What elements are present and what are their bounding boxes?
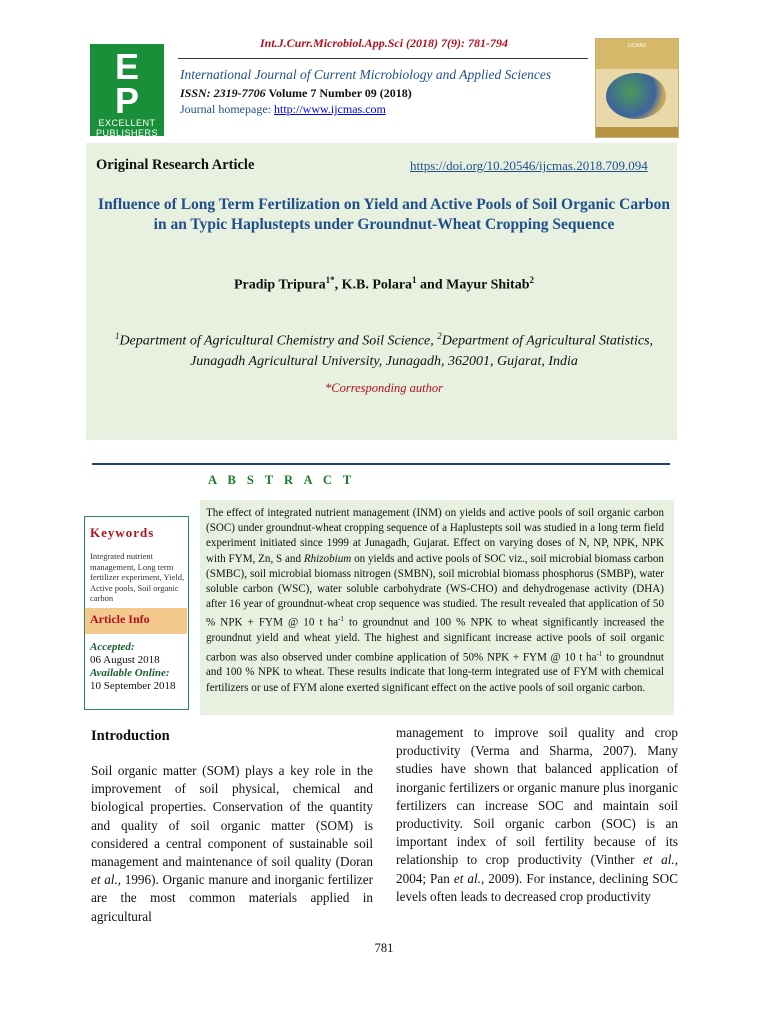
issn: ISSN: 2319-7706	[180, 86, 266, 100]
abstract-heading: A B S T R A C T	[208, 473, 356, 487]
header-divider	[178, 58, 588, 59]
introduction-heading: Introduction	[91, 728, 170, 744]
homepage-label: Journal homepage:	[180, 102, 274, 116]
journal-homepage	[180, 102, 386, 117]
abstract-text: The effect of integrated nutrient management (INM) on yields and active pools of soil organic carbon (SOC) under groundnut-wheat cropping sequence of a Haplustepts soil was studied in a long term field experiment initiated since 1999 at Junagadh, Gujarat. Effect on varying doses of N, NP, NPK, NPK with FYM, Zn, S and Rhizobium on yields and active pools of SOC viz., soil microbial biomass carbon (SMBC), soil microbial biomass nitrogen (SMBN), soil microbial biomass phosphorus (SMBP), water soluble carbon (WSC), water soluble carbohydrate (WS-CHO) and dehydrogenase activity (DHA) after 16 year of groundnut-wheat crop sequence was studied. The result revealed that application of 50 % NPK + FYM @ 10 t $ha^{-1}$ to groundnut and 100 % NPK to wheat significantly increased the groundnut yield and wheat yield. The highest and significant increase active pools of soil organic carbon was also observed under combine application of 50% NPK + FYM @ 10 t $ha^{-1}$ to groundnut and 100 % NPK to wheat. These results indicate that long-term integrated use of FYM with chemical fertilizers or use of FYM alone exerted significant effect on the active pools of soil organic carbon.	[206, 507, 665, 694]
affiliation-1: Department of Agricultural Chemistry and Soil Science,	[119, 333, 438, 349]
available-online-label: Available Online:	[90, 667, 170, 679]
accepted-label: Accepted:	[90, 641, 135, 653]
introduction-left-column: Soil organic matter (SOM) plays a key role in the improvement of soil physical, chemical and biological properties. Conservation of the quantity and quality of soil organic matter (SOM) is considered a central component of sustainable soil management and maintenance of soil quality (Doran et al., 1996). Organic manure and inorganic fertilizer are the most common materials applied in agricultural	[91, 763, 373, 924]
cover-title: IJCMAS	[627, 43, 647, 49]
volume: Volume 7 Number 09 (2018)	[265, 86, 412, 100]
authors: Pradip Tripura$^{1*}$, K.B. Polara$^1$ and Mayur Shitab$^2$	[233, 275, 534, 293]
author-1: Pradip Tripura	[233, 277, 326, 293]
journal-name: International Journal of Current Microbiology and Applied Sciences	[180, 67, 552, 82]
affiliation-2: Department of Agricultural Statistics, Junagadh Agricultural University, Junagadh, 362001, Gujarat, India	[190, 333, 654, 369]
article-info-heading: Article Info	[90, 612, 150, 626]
keywords-list: Integrated nutrient management, Long term fertilizer experiment, Yield, Active pools, Soil organic carbon	[90, 551, 185, 603]
article-title: Influence of Long Term Fertilization on Yield and Active Pools of Soil Organic Carbon in an Typic Haplustepts under Groundnut-Wheat Cropping Sequence	[98, 196, 670, 233]
affiliations: $^1$Department of Agricultural Chemistry and Soil Science, $^2$Department of Agricultural Statistics, Junagadh Agricultural University, Junagadh, 362001, Gujarat, India	[114, 331, 654, 369]
article-dates	[90, 641, 188, 693]
publisher-logo-letters: E P	[114, 46, 139, 121]
article-type: Original Research Article	[96, 157, 255, 173]
author-3: Mayur Shitab	[446, 277, 530, 293]
author-3-affil: 2	[529, 275, 534, 285]
section-divider	[92, 463, 670, 465]
introduction-right-column: management to improve soil quality and crop productivity (Verma and Sharma, 2007). Many studies have shown that balanced application of inorganic fertilizers or organic manure plus inorganic fertilizers can increase SOC and maintain soil productivity. Soil organic carbon (SOC) is an important index of soil fertility because of its relationship to crop productivity (Vinther et al., 2004; Pan et al., 2009). For instance, declining SOC levels often leads to decreased crop productivity	[396, 725, 679, 904]
doi-link[interactable]: https://doi.org/10.20546/ijcmas.2018.709.094	[410, 158, 648, 173]
homepage-link[interactable]: http://www.ijcmas.com	[273, 102, 386, 116]
author-2-affil: 1	[412, 275, 417, 285]
doi	[410, 158, 648, 174]
publisher-logo-text: EXCELLENT PUBLISHERS	[95, 118, 159, 138]
page-number: 781	[374, 941, 394, 955]
journal-citation: Int.J.Curr.Microbiol.App.Sci (2018) 7(9): 781-794	[259, 36, 508, 50]
keywords-heading: Keywords	[90, 525, 155, 540]
dna-image	[606, 73, 666, 119]
accepted-date: 06 August 2018	[90, 654, 160, 666]
available-online-date: 10 September 2018	[90, 680, 176, 692]
journal-cover-thumbnail	[595, 38, 679, 138]
issn-line	[180, 86, 412, 101]
author-2: K.B. Polara	[341, 277, 413, 293]
publisher-logo	[90, 44, 164, 136]
corresponding-author: *Corresponding author	[325, 381, 443, 395]
author-1-affil: 1*	[325, 275, 335, 285]
